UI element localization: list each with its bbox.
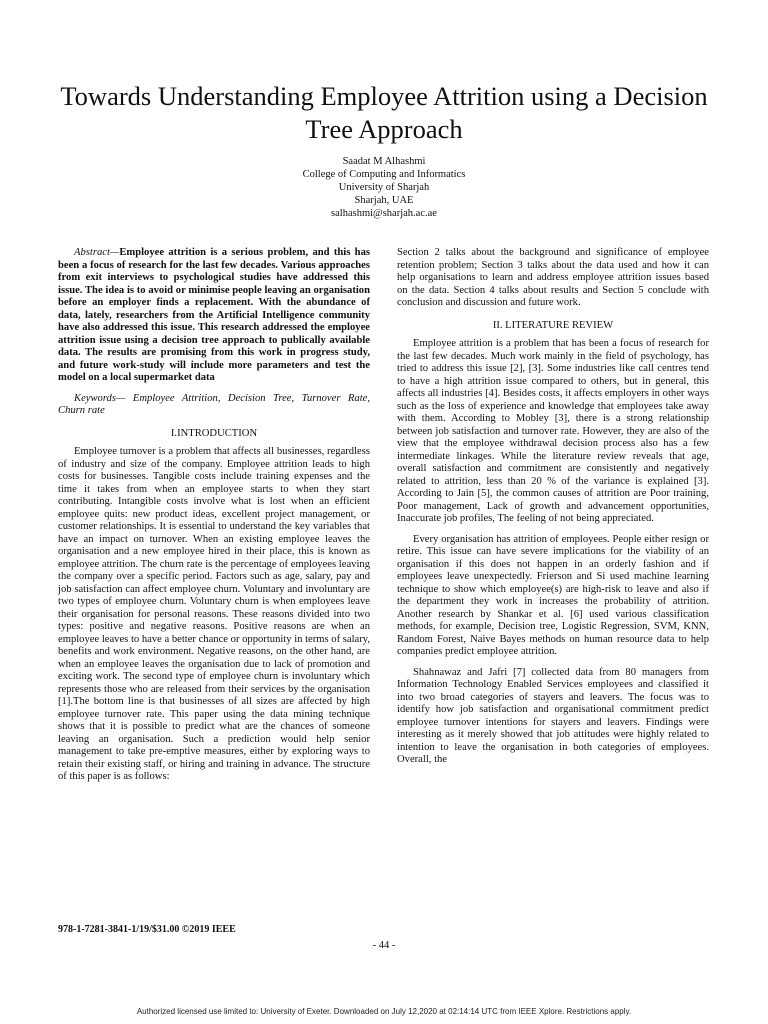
intro-paragraph: Employee turnover is a problem that affects all businesses, regardless of industry and size of the company. Employee attrition leads to high costs for businesses. Tangible costs include training expenses and the time it takes from when an employee starts to when they start contributing. Intangible costs involve what is lost when an efficient employee quits: new product ideas, excellent project management, or customer relationships. It is essential to understand the key variables that have an impact on turnover. When an existing employee leaves the organisation and a new employee hired in their place, this is known as employee attrition. The churn rate is the percentage of employees leaving the company over a specific period. Factors such as age, salary, pay and job satisfaction can affect employee churn. Voluntary and involuntary are two types of employee churn. Voluntary churn is when employees leave their organisation for personal reasons. These reasons divided into two types: positive and negative reasons. Positive reasons are when an employee leaves to have a better chance or opportunity in terms of salary, benefits and work environment. Negative reasons, on the other hand, are when an employee leaves the organisation due to lack of promotion and exciting work. The second type of employee churn is involuntary which represents those who are released from their services by the organisation [1].The bottom line is that businesses of all sizes are affected by high employee turnover rate. This paper using the data mining technique shows that it is possible to predict what are the chances of someone leaving an organisation. Such a prediction would help senior management to take pre-emptive measures, either by exploring ways to retain their existing staff, or hiring and training in advance. The structure of this paper is as follows: <box>58 446 371 782</box>
literature-paragraph-2: Every organisation has attrition of employees. People either resign or retire. This issue can have severe implications for the viability of an organisation if this does not happen in an orderly fashion and if employees leave unexpectedly. Frierson and Si used machine learning technique to show which employee(s) are high-risk to leave and also if the department they work in increases the probability of attrition. Another research by Shankar et al. [6] used various classification methods, for example, Decision tree, Logistic Regression, SVM, KNN, Random Forest, Naive Bayes methods on human resource data to help companies predict employee attrition. <box>397 533 709 657</box>
author-university: University of Sharjah <box>338 182 430 193</box>
abstract <box>58 247 370 385</box>
author-name: Saadat M Alhashmi <box>342 156 426 167</box>
structure-paragraph: Section 2 talks about the background and significance of employee retention problem; Section 3 talks about the data used and how it can help organisations to learn and address employee attrition issues based on the data. Section 4 talks about results and Section 5 conclude with conclusion and discussion and future work. <box>397 247 709 308</box>
author-email: salhashmi@sharjah.ac.ae <box>331 208 437 219</box>
section-heading-introduction: I.INTRODUCTION <box>170 427 258 439</box>
paper-title: Towards Understanding Employee Attrition using a Decision Tree Approach <box>60 81 708 144</box>
right-column <box>397 247 709 767</box>
literature-paragraph-1: Employee attrition is a problem that has been a focus of research for the last few decades. Much work mainly in the field of psychology, has tried to address this issue [2], [3]. Some industries like call centres tend to have a high attrition issue compared to others, but in general, this affects all industries [4]. Besides costs, it affects employers in other ways such as the loss of experience and knowledge that employees take away with them. According to Mobley [3], there is a strong relationship between job satisfaction and turnover rate. However, they are also of the view that the employee withdrawal decision process also has a few intermediate linkages. While the literature review reveals that age, overall satisfaction and commitment are consistently and negatively related to attrition, less than 20 % of the variance is explained [3]. According to Jain [5], the common causes of attrition are Poor training, Poor management, Lack of growth and advancement opportunities, Inaccurate job profiles, The feeling of not being appreciated. <box>397 338 709 524</box>
author-block <box>180 155 588 220</box>
section-heading-literature-review: II. LITERATURE REVIEW <box>492 319 614 331</box>
keywords: Keywords— Employee Attrition, Decision Tree, Turnover Rate, Churn rate <box>58 392 370 416</box>
abstract-lead: Abstract— <box>74 247 120 258</box>
left-column <box>58 247 370 784</box>
isbn-footer: 978-1-7281-3841-1/19/$31.00 ©2019 IEEE <box>58 924 236 935</box>
abstract-text: Employee attrition is a serious problem, and this has been a focus of research for the last few decades. Various approaches from exit interviews to psychological studies have addressed this issue. The idea is to avoid or minimise people leaving an organisation before an employer finds a replacement. With the abundance of data, lately, researchers from the Artificial Intelligence community have also addressed this issue. This research addressed the employee attrition issue using a decision tree approach to publically available data. The results are promising from this work in progress study, and future work-study will include more parameters and test the model on a local supermarket data <box>58 247 370 383</box>
page-number: - 44 - <box>372 940 396 951</box>
license-note: Authorized licensed use limited to: University of Exeter. Downloaded on July 12,2020 at 02:14:14 UTC from IEEE Xplore. Restrictions apply. <box>136 1007 632 1016</box>
author-location: Sharjah, UAE <box>354 195 414 206</box>
author-affiliation: College of Computing and Informatics <box>302 169 466 180</box>
literature-paragraph-3: Shahnawaz and Jafri [7] collected data from 80 managers from Information Technology Enabled Services employees and classified it into two broad categories of stayers and leavers. The focus was to identify how job satisfaction and organisational commitment predict employee turnover intentions for stayers and leavers. Findings were interesting as it merely showed that job attitudes were highly related to intention to leave the organisation in both categories of employees. Overall, the <box>397 666 709 765</box>
